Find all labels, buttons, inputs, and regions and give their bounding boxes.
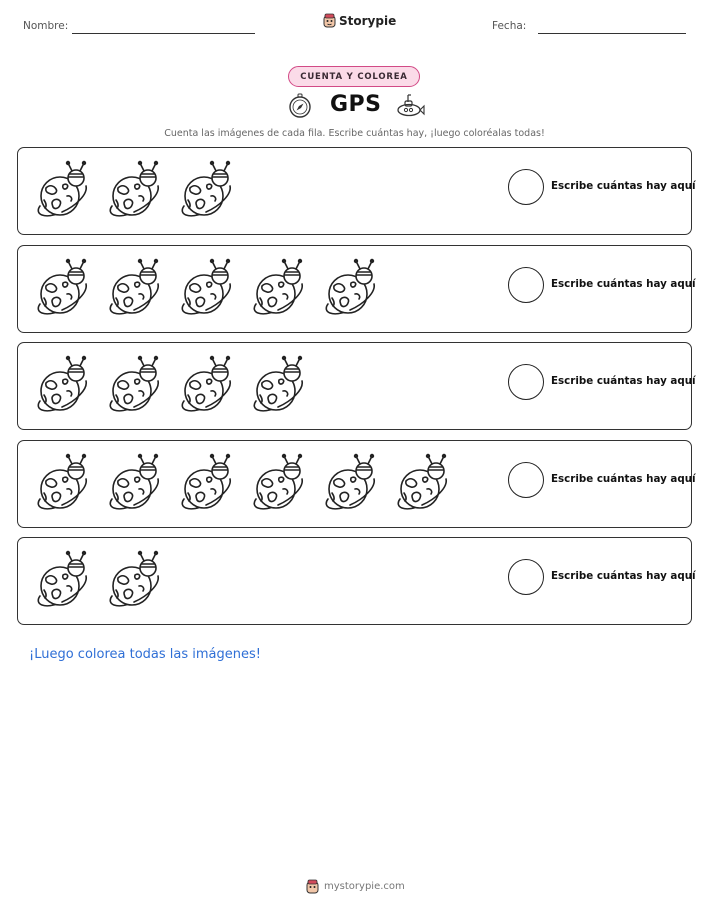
alien-globe-icon[interactable] (104, 158, 170, 224)
picture-group (32, 451, 458, 517)
alien-globe-icon[interactable] (32, 158, 98, 224)
alien-globe-icon[interactable] (248, 451, 314, 517)
alien-globe-icon[interactable] (176, 158, 242, 224)
compass-icon (287, 93, 313, 119)
alien-globe-icon[interactable] (32, 451, 98, 517)
coloring-note: ¡Luego colorea todas las imágenes! (29, 647, 261, 662)
alien-globe-icon[interactable] (104, 353, 170, 419)
answer-circle[interactable] (508, 364, 544, 400)
alien-globe-icon[interactable] (104, 548, 170, 614)
counting-row (17, 440, 696, 528)
name-line[interactable] (72, 33, 255, 34)
site-url: mystorypie.com (324, 881, 405, 892)
activity-badge: CUENTA Y COLOREA (288, 66, 420, 87)
alien-globe-icon[interactable] (32, 256, 98, 322)
alien-globe-icon[interactable] (104, 451, 170, 517)
picture-group (32, 158, 242, 224)
answer-label: Escribe cuántas hay aquí (551, 278, 696, 290)
alien-globe-icon[interactable] (320, 256, 386, 322)
picture-group (32, 256, 386, 322)
counting-row (17, 245, 696, 333)
alien-globe-icon[interactable] (320, 451, 386, 517)
alien-globe-icon[interactable] (248, 256, 314, 322)
page-title: GPS (330, 92, 382, 117)
answer-label: Escribe cuántas hay aquí (551, 473, 696, 485)
answer-label: Escribe cuántas hay aquí (551, 570, 696, 582)
storypie-mascot-icon (323, 13, 336, 28)
picture-group (32, 548, 170, 614)
date-line[interactable] (538, 33, 686, 34)
date-label: Fecha: (492, 20, 527, 32)
counting-row (17, 342, 696, 430)
site-footer (306, 879, 405, 894)
brand-name: Storypie (339, 13, 397, 28)
storypie-mascot-icon (306, 879, 319, 894)
instructions: Cuenta las imágenes de cada fila. Escribe cuántas hay, ¡luego coloréalas todas! (164, 128, 545, 139)
alien-globe-icon[interactable] (32, 548, 98, 614)
answer-circle[interactable] (508, 169, 544, 205)
alien-globe-icon[interactable] (104, 256, 170, 322)
answer-label: Escribe cuántas hay aquí (551, 375, 696, 387)
counting-row (17, 147, 696, 235)
answer-circle[interactable] (508, 267, 544, 303)
alien-globe-icon[interactable] (176, 353, 242, 419)
alien-globe-icon[interactable] (32, 353, 98, 419)
name-label: Nombre: (23, 20, 69, 32)
answer-label: Escribe cuántas hay aquí (551, 180, 696, 192)
alien-globe-icon[interactable] (248, 353, 314, 419)
answer-circle[interactable] (508, 462, 544, 498)
counting-row (17, 537, 696, 625)
picture-group (32, 353, 314, 419)
brand-logo (323, 13, 396, 28)
alien-globe-icon[interactable] (176, 451, 242, 517)
answer-circle[interactable] (508, 559, 544, 595)
alien-globe-icon[interactable] (176, 256, 242, 322)
submarine-icon (395, 93, 425, 119)
alien-globe-icon[interactable] (392, 451, 458, 517)
